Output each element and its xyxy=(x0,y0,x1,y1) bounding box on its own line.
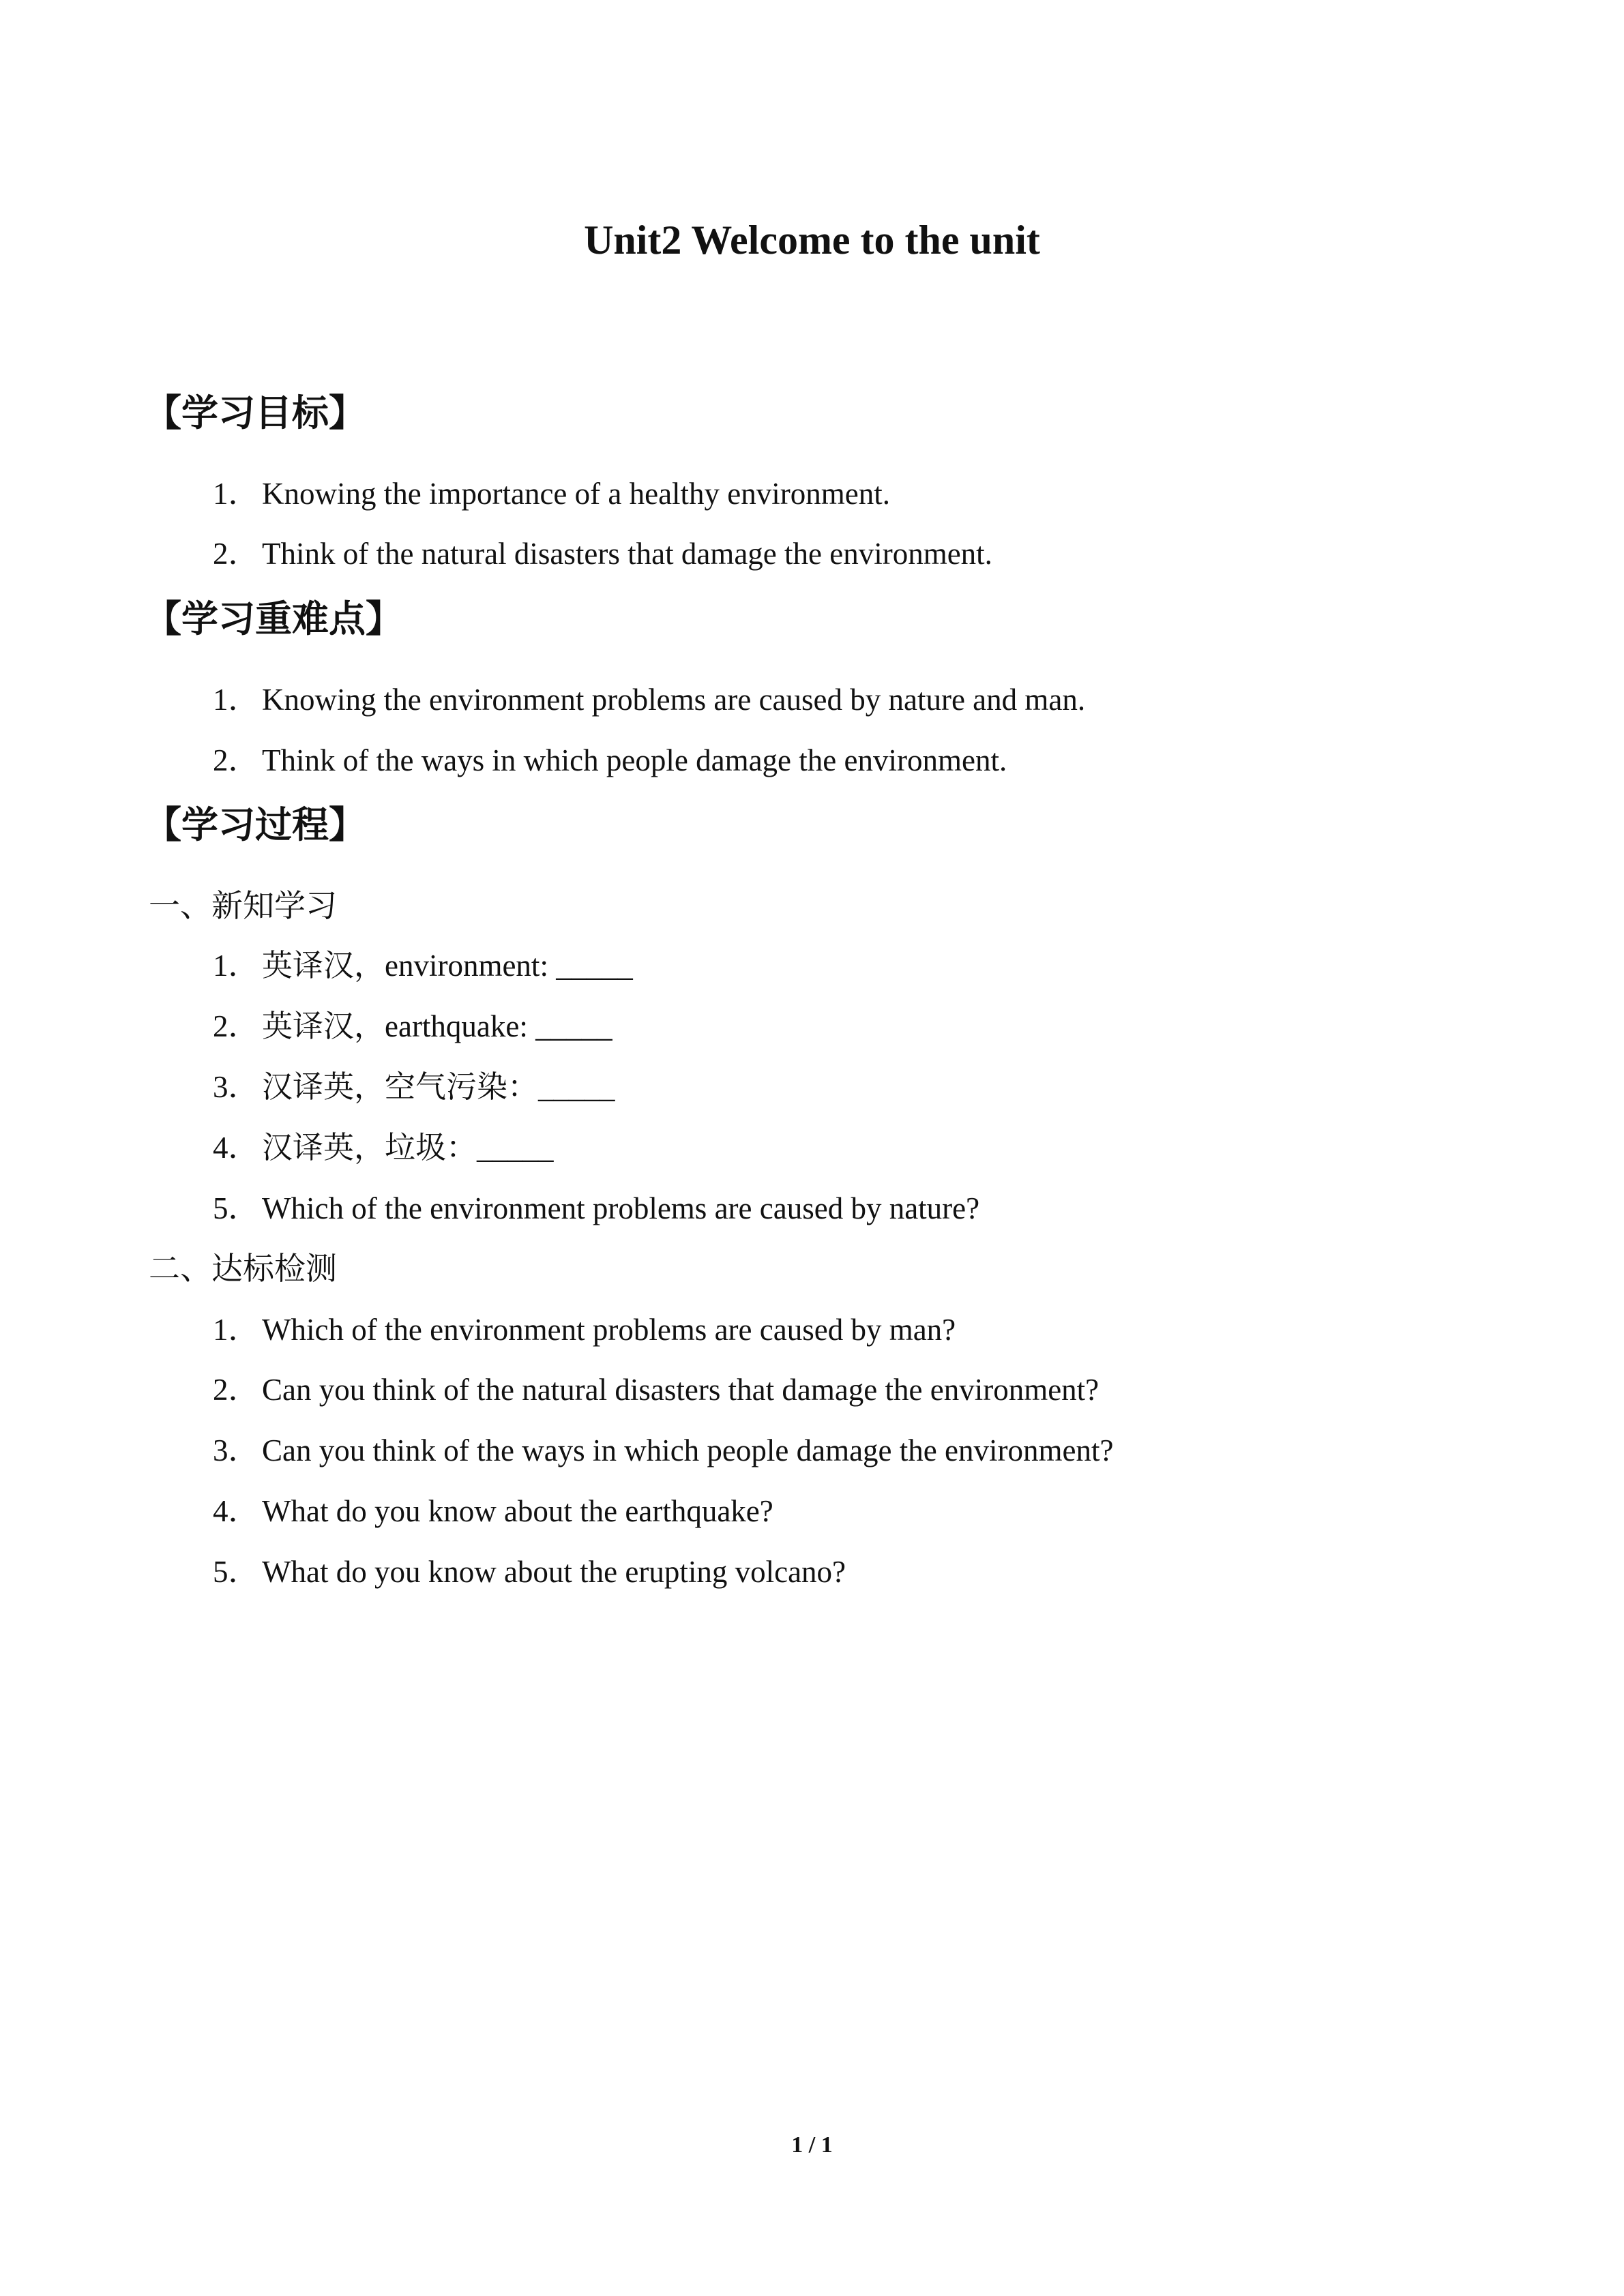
objective-number: 1． xyxy=(213,477,259,511)
objective-number: 2． xyxy=(213,537,259,571)
part2-item xyxy=(213,1550,846,1594)
part1-number: 5． xyxy=(213,1191,259,1225)
part1-text: 汉译英，空气污染：_____ xyxy=(262,1070,615,1104)
key-point-item xyxy=(213,739,1007,782)
key-points-heading: 【学习重难点】 xyxy=(145,597,402,640)
part1-item xyxy=(213,944,633,987)
objective-text: Think of the natural disasters that damage the environment. xyxy=(262,537,992,571)
part2-text: Can you think of the natural disasters that damage the environment? xyxy=(262,1373,1099,1407)
part2-item xyxy=(213,1489,773,1533)
page-number: 1 / 1 xyxy=(791,2132,833,2158)
part2-text: What do you know about the erupting volcano? xyxy=(262,1555,846,1589)
objective-item xyxy=(213,532,992,576)
part1-number: 1． xyxy=(213,949,259,983)
key-point-number: 1． xyxy=(213,683,259,717)
objective-item xyxy=(213,472,890,516)
page-title: Unit2 Welcome to the unit xyxy=(584,218,1040,263)
process-heading: 【学习过程】 xyxy=(145,803,366,846)
part1-item xyxy=(213,1004,612,1048)
part2-text: Can you think of the ways in which people damage the environment? xyxy=(262,1433,1114,1467)
part2-number: 5． xyxy=(213,1555,259,1589)
part1-heading: 一、新知学习 xyxy=(149,887,337,924)
part1-item xyxy=(213,1126,554,1169)
part2-number: 1． xyxy=(213,1313,259,1347)
key-point-text: Think of the ways in which people damage the environment. xyxy=(262,743,1007,777)
part2-heading: 二、达标检测 xyxy=(149,1250,337,1287)
part2-number: 4． xyxy=(213,1494,259,1528)
key-point-item xyxy=(213,678,1085,721)
part1-text: Which of the environment problems are caused by nature? xyxy=(262,1191,980,1225)
part2-item xyxy=(213,1308,956,1352)
part1-number: 4． xyxy=(213,1131,259,1165)
part1-text: 英译汉，earthquake: _____ xyxy=(262,1009,612,1043)
key-point-number: 2． xyxy=(213,743,259,777)
part2-item xyxy=(213,1429,1113,1472)
part1-text: 汉译英，垃圾：_____ xyxy=(262,1131,554,1165)
part2-text: What do you know about the earthquake? xyxy=(262,1494,773,1528)
part1-item xyxy=(213,1065,615,1109)
part1-text: 英译汉，environment: _____ xyxy=(262,949,633,983)
part2-item xyxy=(213,1368,1099,1412)
part2-number: 2． xyxy=(213,1373,259,1407)
part1-number: 2． xyxy=(213,1009,259,1043)
part2-number: 3． xyxy=(213,1433,259,1467)
objective-text: Knowing the importance of a healthy environment. xyxy=(262,477,890,511)
key-point-text: Knowing the environment problems are caused by nature and man. xyxy=(262,683,1086,717)
part1-item xyxy=(213,1187,979,1230)
part2-text: Which of the environment problems are caused by man? xyxy=(262,1313,956,1347)
objectives-heading: 【学习目标】 xyxy=(145,391,366,434)
part1-number: 3． xyxy=(213,1070,259,1104)
